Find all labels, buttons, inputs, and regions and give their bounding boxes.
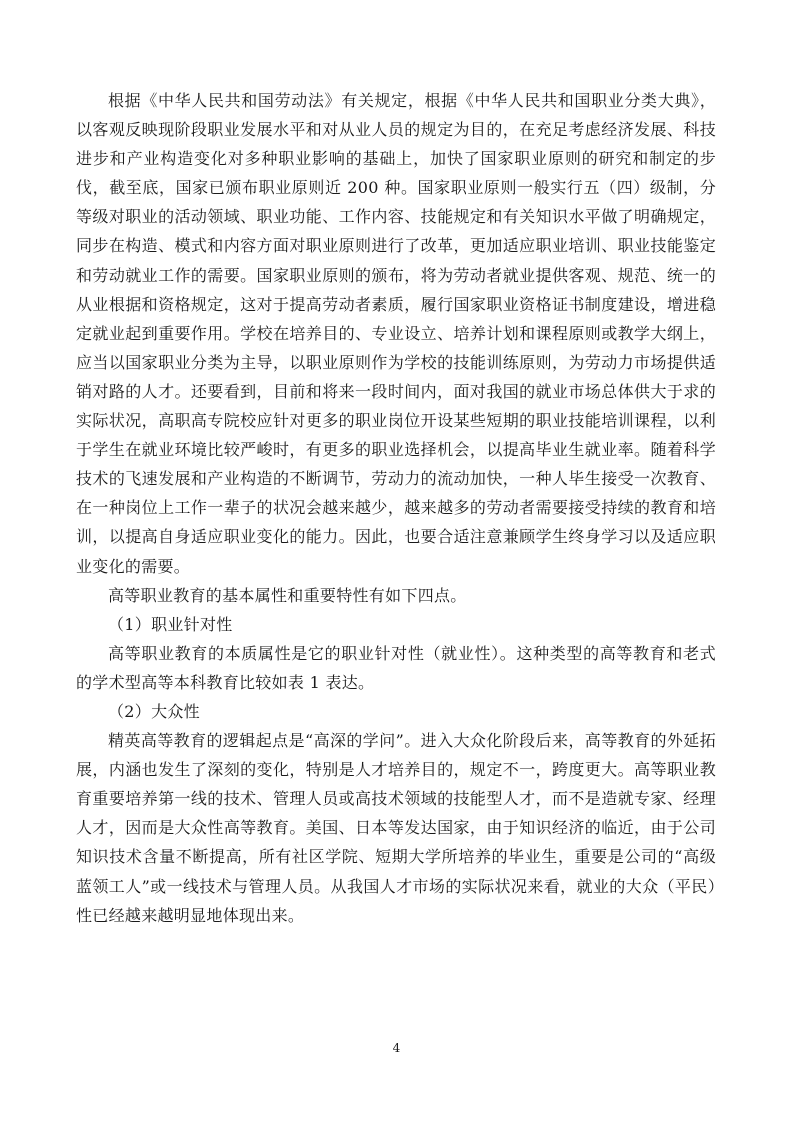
paragraph-mass-character: 精英高等教育的逻辑起点是“高深的学问”。进入大众化阶段后来，高等教育的外延拓展，内涵也发生了深刻的变化，特别是人才培养目的，规定不一，跨度更大。高等职业教育重要培养第一线的技术、管理人员或高技术领域的技能型人才，而不是造就专家、经理人才，因而是大众性高等教育。美国、日本等发达国家，由于知识经济的临近，由于公司知识技术含量不断提高，所有社区学院、短期大学所培养的毕业生，重要是公司的“高级蓝领工人”或一线技术与管理人员。从我国人才市场的实际状况来看，就业的大众（平民）性已经越来越明显地体现出来。 bbox=[76, 731, 716, 925]
paragraph-occupational-standards: 根据《中华人民共和国劳动法》有关规定，根据《中华人民共和国职业分类大典》，以客观反映现阶段职业发展水平和对从业人员的规定为目的，在充足考虑经济发展、科技进步和产业构造变化对多种职业影响的基础上，加快了国家职业原则的研究和制定的步伐，截至底，国家已颁布职业原则近 200 种。国家职业原则一般实行五（四）级制，分等级对职业的活动领域、职业功能、工作内容、技能规定和有关知识水平做了明确规定，同步在构造、模式和内容方面对职业原则进行了改革，更加适应职业培训、职业技能鉴定和劳动就业工作的需要。国家职业原则的颁布，将为劳动者就业提供客观、规范、统一的从业根据和资格规定，这对于提高劳动者素质，履行国家职业资格证书制度建设，增进稳定就业起到重要作用。学校在培养目的、专业设立、培养计划和课程原则或教学大纲上，应当以国家职业分类为主导，以职业原则作为学校的技能训练原则，为劳动力市场提供适销对路的人才。还要看到，目前和将来一段时间内，面对我国的就业市场总体供大于求的实际状况，高职高专院校应针对更多的职业岗位开设某些短期的职业技能培训课程，以利于学生在就业环境比较严峻时，有更多的职业选择机会，以提高毕业生就业率。随着科学技术的飞速发展和产业构造的不断调节，劳动力的流动加快，一种人毕生接受一次教育、在一种岗位上工作一辈子的状况会越来越少，越来越多的劳动者需要接受持续的教育和培训，以提高自身适应职业变化的能力。因此，也要合适注意兼顾学生终身学习以及适应职业变化的需要。 bbox=[76, 91, 716, 576]
document-body bbox=[76, 86, 716, 930]
section-heading-vocational-orientation: （1）职业针对性 bbox=[108, 614, 233, 634]
section-heading-mass-character: （2）大众性 bbox=[108, 701, 200, 721]
paragraph-vocational-orientation: 高等职业教育的本质属性是它的职业针对性（就业性）。这种类型的高等教育和老式的学术型高等本科教育比较如表 1 表达。 bbox=[76, 643, 716, 692]
page-number: 4 bbox=[392, 1041, 401, 1055]
paragraph-four-attributes-intro: 高等职业教育的基本属性和重要特性有如下四点。 bbox=[108, 585, 467, 605]
